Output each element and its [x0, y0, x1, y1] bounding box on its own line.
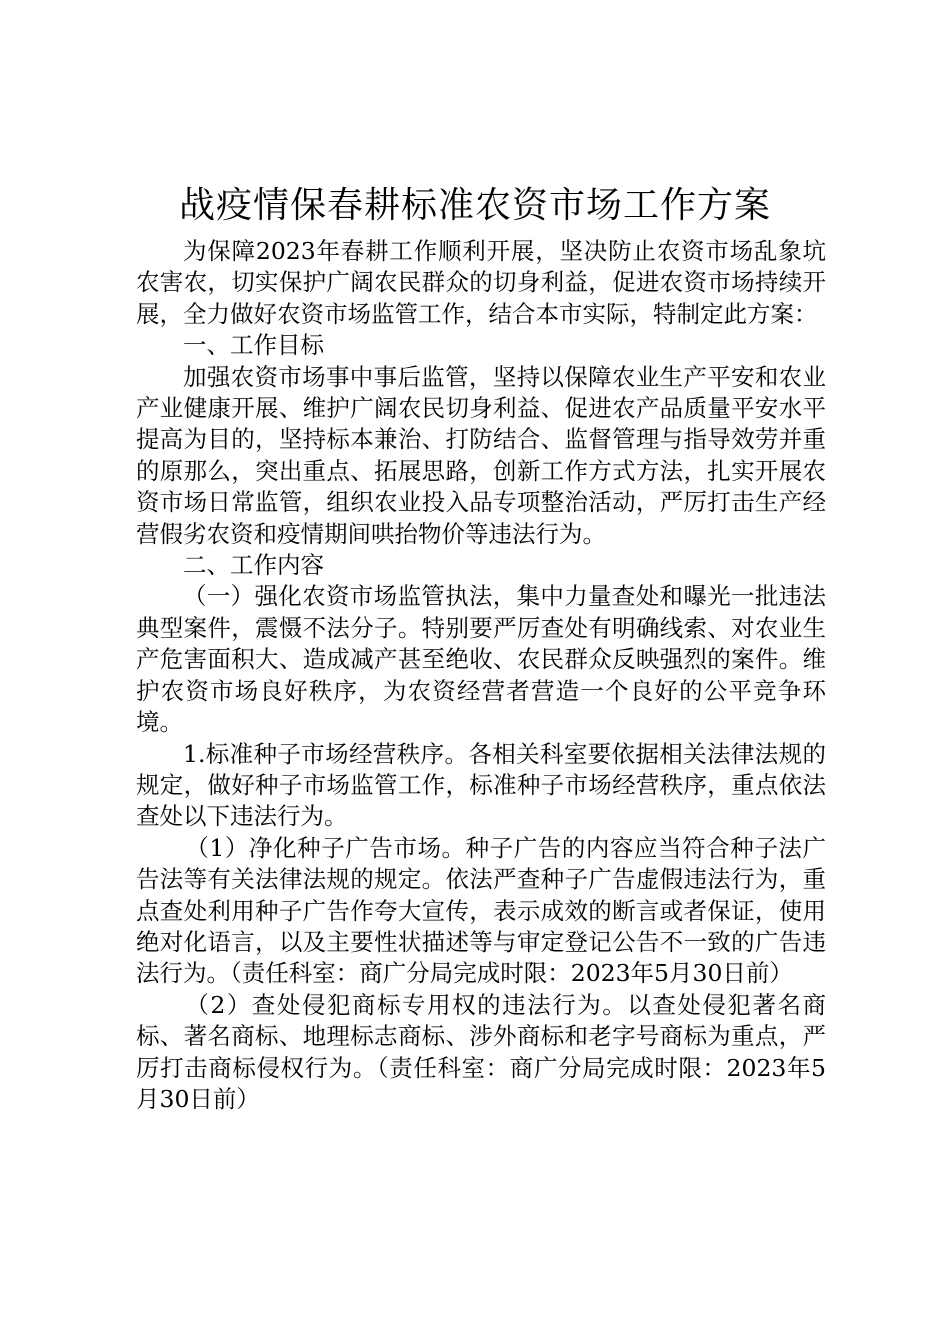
document-title: 战疫情保春耕标准农资市场工作方案: [178, 185, 771, 226]
content-subitem-seed-ads: （1）净化种子广告市场。种子广告的内容应当符合种子法广告法等有关法律法规的规定。依法严查种子广告虚假违法行为，重点查处利用种子广告作夸大宣传，表示成效的断言或者保证，使用绝对化语言，以及主要性状描述等与审定登记公告不一致的广告违法行为。（责任科室：商广分局完成时限：2023年5月30日前）: [136, 833, 826, 988]
document-body: [136, 236, 826, 1115]
goals-paragraph: 加强农资市场事中事后监管，坚持以保障农业生产平安和农业产业健康开展、维护广阔农民切身利益、促进农产品质量平安水平提高为目的，坚持标本兼治、打防结合、监督管理与指导效劳并重的原那么，突出重点、拓展思路，创新工作方式方法，扎实开展农资市场日常监管，组织农业投入品专项整治活动，严厉打击生产经营假劣农资和疫情期间哄抬物价等违法行为。: [136, 362, 826, 548]
content-subitem-trademark: （2）查处侵犯商标专用权的违法行为。以查处侵犯著名商标、著名商标、地理标志商标、涉外商标和老字号商标为重点，严厉打击商标侵权行为。（责任科室：商广分局完成时限：2023年5月30日前）: [136, 990, 826, 1113]
content-item-1: （一）强化农资市场监管执法，集中力量查处和曝光一批违法典型案件，震慑不法分子。特别要严厉查处有明确线索、对农业生产危害面积大、造成减产甚至绝收、农民群众反映强烈的案件。维护农资市场良好秩序，为农资经营者营造一个良好的公平竞争环境。: [136, 582, 826, 737]
section-heading-content: 二、工作内容: [183, 551, 324, 580]
section-heading-goals: 一、工作目标: [183, 331, 324, 360]
intro-paragraph: 为保障2023年春耕工作顺利开展，坚决防止农资市场乱象坑农害农，切实保护广阔农民群众的切身利益，促进农资市场持续开展，全力做好农资市场监管工作，结合本市实际，特制定此方案：: [136, 237, 826, 328]
content-subitem-seed-market: 1.标准种子市场经营秩序。各相关科室要依据相关法律法规的规定，做好种子市场监管工作，标准种子市场经营秩序，重点依法查处以下违法行为。: [136, 739, 826, 831]
